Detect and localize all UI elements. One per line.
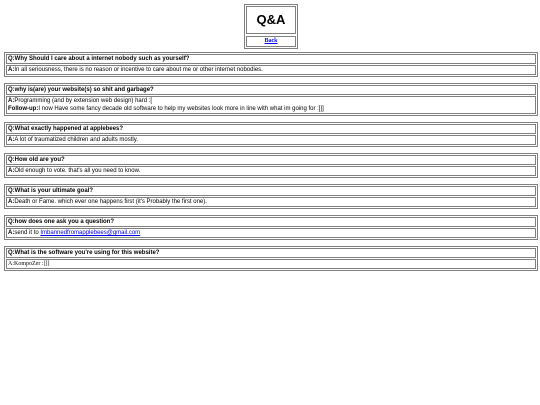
answer-row — [6, 65, 536, 75]
question-text: Q:What is your ultimate goal? — [6, 186, 536, 196]
answer-row — [6, 228, 536, 238]
back-cell — [246, 36, 296, 47]
answer-text: Death or Fame. which ever one happens first (it's Probably the first one). — [14, 199, 207, 205]
answer-label: A: — [8, 168, 15, 174]
answer-label: A: — [8, 199, 15, 205]
qa-block — [4, 83, 538, 116]
question-text: Q:why is(are) your website(s) so shit and garbage? — [6, 85, 536, 95]
question-text: Q:What is the software you're using for this website? — [6, 248, 536, 258]
qa-block — [4, 215, 538, 240]
question-text: Q:how does one ask you a question? — [6, 217, 536, 227]
followup-text: I now Have some fancy decade old software to help my websites look more in line with what im going for :]]] — [38, 106, 324, 112]
answer-label: A: — [8, 230, 15, 236]
answer-label: A: — [8, 261, 14, 267]
question-text: Q:How old are you? — [6, 155, 536, 165]
question-text: Q:Why Should I care about a internet nobody such as yourself? — [6, 54, 536, 64]
answer-row — [6, 197, 536, 207]
page-title: Q&A — [256, 12, 286, 27]
answer-label: A: — [8, 67, 15, 73]
answer-row — [6, 135, 536, 145]
answer-text: Programming (and by extension web design) hard :[ — [14, 98, 153, 104]
email-link[interactable]: Imbannedfromapplebees@gmail.com — [40, 230, 141, 236]
back-link[interactable]: Back — [264, 38, 278, 44]
answer-text: A lot of traumatized children and adults mostly. — [14, 137, 138, 143]
answer-row — [6, 96, 536, 114]
answer-label: A: — [8, 98, 15, 104]
qa-block — [4, 122, 538, 147]
answer-text: KompoZer :]]] — [14, 261, 50, 267]
qa-block — [4, 52, 538, 77]
qa-block — [4, 153, 538, 178]
question-text: Q:What exactly happened at applebees? — [6, 124, 536, 134]
followup-label: Follow-up: — [8, 106, 39, 112]
header-box — [244, 4, 298, 49]
qa-block — [4, 246, 538, 271]
answer-row — [6, 166, 536, 176]
answer-text: send it to — [14, 230, 41, 236]
answer-text: Old enough to vote. that's all you need to know. — [14, 168, 141, 174]
answer-label: A: — [8, 137, 15, 143]
header-title-cell — [246, 6, 296, 34]
answer-text: In all seriousness, there is no reason or incentive to care about me or other internet nobodies. — [14, 67, 263, 73]
qa-block — [4, 184, 538, 209]
answer-row — [6, 259, 536, 269]
